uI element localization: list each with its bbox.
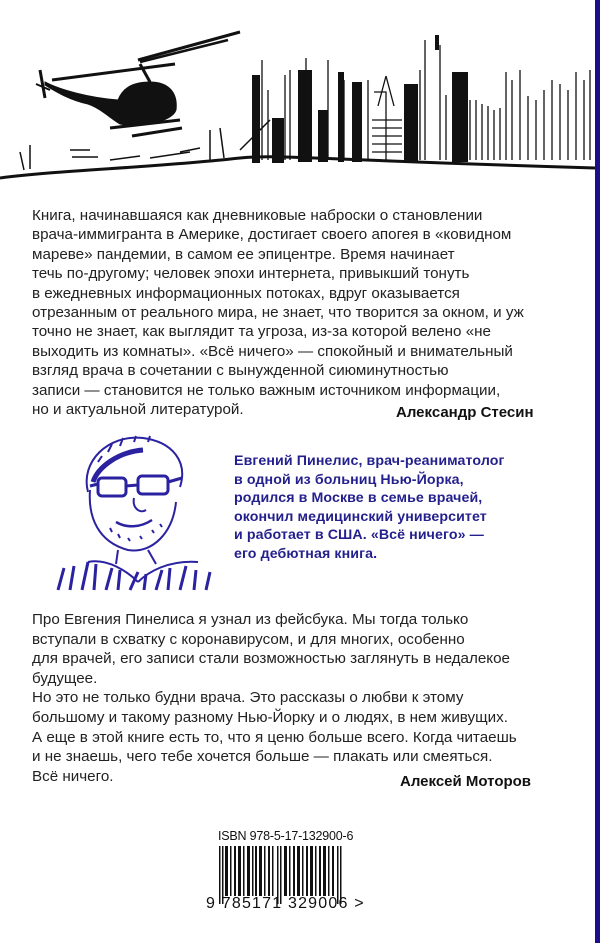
bio-line: в одной из больниц Нью-Йорка, bbox=[234, 471, 464, 488]
blurb-line: А еще в этой книге есть то, что я ценю больше всего. Когда читаешь bbox=[32, 728, 517, 746]
blue-edge-stripe bbox=[595, 0, 600, 943]
blurb-bottom-signature: Алексей Моторов bbox=[400, 773, 532, 790]
blurb-line: течь по-другому; человек эпохи интернета, привыкший тонуть bbox=[32, 265, 470, 283]
bio-line: Евгений Пинелис, врач-реаниматолог bbox=[234, 453, 505, 469]
blurb-line: точно не знает, как выглядит та угроза, из-за которой велено «не bbox=[32, 323, 491, 341]
blurb-line: вступали в схватку с коронавирусом, и для многих, особенно bbox=[32, 630, 465, 648]
blurb-line: взгляд врача в сочетании с вынужденной сиюминутностью bbox=[32, 362, 449, 380]
blurb-line: и не знаешь, чего тебе хочется больше — плакать или смеяться. bbox=[32, 748, 493, 766]
helicopter-skyline-illustration bbox=[0, 0, 595, 200]
blurb-line: Всё ничего. bbox=[32, 767, 114, 785]
blurb-line: но и актуальной литературой. bbox=[32, 401, 244, 419]
blurb-line: большому и такому разному Нью-Йорку и о людях, в нем живущих. bbox=[32, 708, 508, 726]
blurb-line: мареве» пандемии, в самом ее эпицентре. Время начинает bbox=[32, 245, 455, 263]
blurb-line: Про Евгения Пинелиса я узнал из фейсбука. Мы тогда только bbox=[32, 611, 469, 628]
bio-line: и работает в США. «Всё ничего» — bbox=[234, 527, 484, 543]
blurb-line: выходить из комнаты». «Всё ничего» — спокойный и внимательный bbox=[32, 342, 513, 360]
blurb-line: записи — становится не только важным источником информации, bbox=[32, 381, 501, 399]
blurb-top-paragraph bbox=[32, 206, 552, 419]
blurb-line: отрезанным от реального мира, не знает, что творится за окном, и уж bbox=[32, 304, 524, 322]
blurb-line: врача-иммигранта в Америке, достигает своего апогея в «ковидном bbox=[32, 226, 512, 244]
blurb-line: Но это не только будни врача. Это рассказы о любви к этому bbox=[32, 689, 464, 707]
blurb-line: будущее. bbox=[32, 669, 98, 687]
blurb-line: в ежедневных информационных потоках, вдруг оказывается bbox=[32, 284, 460, 302]
bio-line: его дебютная книга. bbox=[234, 545, 378, 562]
bio-line: родился в Москве в семье врачей, bbox=[234, 490, 483, 506]
bio-line: окончил медицинский университет bbox=[234, 508, 487, 525]
isbn-label: ISBN 978-5-17-132900-6 bbox=[218, 829, 354, 843]
blurb-top-signature: Александр Стесин bbox=[396, 404, 534, 421]
author-portrait bbox=[48, 432, 218, 592]
barcode-digits: 9 785171 329006 > bbox=[206, 895, 365, 912]
blurb-line: Книга, начинавшаяся как дневниковые наброски о становлении bbox=[32, 207, 483, 224]
blurb-bottom-paragraph bbox=[32, 610, 572, 786]
author-bio bbox=[234, 452, 505, 563]
blurb-line: для врачей, его записи стали возможностью заглянуть в недалекое bbox=[32, 650, 511, 668]
